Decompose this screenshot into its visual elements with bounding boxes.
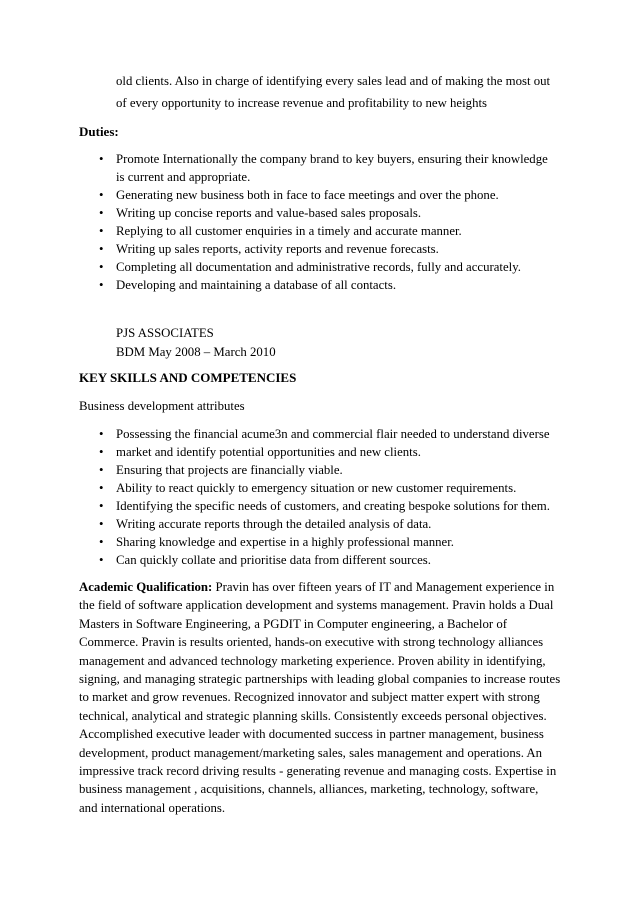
paragraph-line [79, 633, 564, 651]
paragraph-line [79, 652, 564, 670]
list-item-line: Completing all documentation and administrative records, fully and accurately. [116, 260, 521, 274]
list-item-text [116, 551, 431, 569]
paragraph-line-text: to market and grow revenues. Recognized innovator and subject matter expert with strong [79, 690, 540, 705]
paragraph-line [79, 578, 564, 596]
skills-heading: KEY SKILLS AND COMPETENCIES [79, 370, 297, 385]
list-item-text [116, 461, 343, 479]
skills-subheading: Business development attributes [79, 399, 245, 413]
list-item-text [116, 258, 521, 276]
list-item-line: Writing accurate reports through the detailed analysis of data. [116, 517, 432, 531]
list-item-text [116, 515, 431, 533]
list-item-line: Developing and maintaining a database of all contacts. [116, 278, 397, 292]
bullet-icon: • [99, 553, 104, 567]
paragraph-line [79, 780, 564, 798]
list-item-text [116, 443, 421, 461]
bullet-icon: • [99, 206, 104, 220]
paragraph-line-text: and international operations. [79, 800, 226, 815]
list-item-line: Writing up concise reports and value-based sales proposals. [116, 206, 422, 220]
paragraph-line [79, 596, 564, 614]
bullet-icon: • [99, 463, 104, 477]
paragraph-line [79, 615, 564, 633]
list-item-line: Promote Internationally the company brand to key buyers, ensuring their knowledge [116, 152, 548, 166]
paragraph-line-text: management and advanced technology marketing experience. Proven ability in identifying, [79, 653, 546, 668]
list-item-text [116, 276, 396, 294]
list-item-line: Sharing knowledge and expertise in a highly professional manner. [116, 535, 454, 549]
bullet-icon: • [99, 224, 104, 238]
academic-label: Academic Qualification: [79, 580, 213, 594]
list-item-line: Ensuring that projects are financially viable. [116, 463, 343, 477]
bullet-icon: • [99, 260, 104, 274]
paragraph-line-text: Masters in Software Engineering, a PGDIT in Computer engineering, a Bachelor of [79, 616, 507, 631]
paragraph-line-text: signing, and managing strategic partnerships with leading global companies to increase routes [79, 672, 561, 687]
list-item-line: Identifying the specific needs of customers, and creating bespoke solutions for them. [116, 499, 550, 513]
list-item-text [116, 222, 462, 240]
academic-qualification [79, 578, 564, 817]
paragraph-line-text: business management , acquisitions, channels, alliances, marketing, technology, software, [79, 782, 539, 797]
paragraph-line-text: Pravin has over fifteen years of IT and Management experience in [212, 580, 555, 594]
list-item-text [116, 497, 550, 515]
paragraph-line [79, 744, 564, 762]
bullet-icon: • [99, 499, 104, 513]
list-item-text [116, 150, 548, 186]
intro-line-2: of every opportunity to increase revenue and profitability to new heights [116, 96, 487, 110]
paragraph-line-text: technical, analytical and strategic planning skills. Consistently exceeds personal objectives. [79, 708, 547, 723]
job-role-dates: BDM May 2008 – March 2010 [116, 345, 276, 359]
list-item-text [116, 533, 454, 551]
bullet-icon: • [99, 242, 104, 256]
list-item-text [116, 479, 516, 497]
paragraph-line-text: Commerce. Pravin is results oriented, hands-on executive with strong technology alliances [79, 635, 544, 650]
paragraph-line [79, 707, 564, 725]
list-item-text [116, 186, 499, 204]
list-item-line: Can quickly collate and prioritise data from different sources. [116, 553, 431, 567]
list-item-text [116, 425, 550, 443]
paragraph-line [79, 762, 564, 780]
list-item-line: is current and appropriate. [116, 170, 251, 184]
list-item-line: Ability to react quickly to emergency situation or new customer requirements. [116, 481, 517, 495]
list-item-line: Replying to all customer enquiries in a timely and accurate manner. [116, 224, 462, 238]
list-item-text [116, 204, 421, 222]
bullet-icon: • [99, 481, 104, 495]
company-name: PJS ASSOCIATES [116, 326, 214, 340]
bullet-icon: • [99, 535, 104, 549]
paragraph-line-text: Accomplished executive leader with documented success in partner management, business [79, 727, 544, 742]
bullet-icon: • [99, 445, 104, 459]
list-item-text [116, 240, 439, 258]
paragraph-line [79, 670, 564, 688]
list-item-line: Possessing the financial acume3n and commercial flair needed to understand diverse [116, 427, 550, 441]
bullet-icon: • [99, 427, 104, 441]
paragraph-line [79, 725, 564, 743]
paragraph-line [79, 799, 564, 817]
bullet-icon: • [99, 188, 104, 202]
paragraph-line-text: impressive track record driving results - generating revenue and managing costs. Expertise in [79, 764, 557, 779]
bullet-icon: • [99, 278, 104, 292]
list-item-line: market and identify potential opportunities and new clients. [116, 445, 421, 459]
intro-line-1: old clients. Also in charge of identifying every sales lead and of making the most out [116, 74, 551, 88]
bullet-icon: • [99, 517, 104, 531]
paragraph-line [79, 688, 564, 706]
bullet-icon: • [99, 152, 104, 166]
list-item-line: Generating new business both in face to face meetings and over the phone. [116, 188, 499, 202]
list-item-line: Writing up sales reports, activity reports and revenue forecasts. [116, 242, 439, 256]
duties-heading: Duties: [79, 124, 119, 139]
paragraph-line-text: the field of software application development and systems management. Pravin holds a Dual [79, 598, 554, 613]
paragraph-line-text: development, product management/marketing sales, sales management and operations. An [79, 745, 543, 760]
